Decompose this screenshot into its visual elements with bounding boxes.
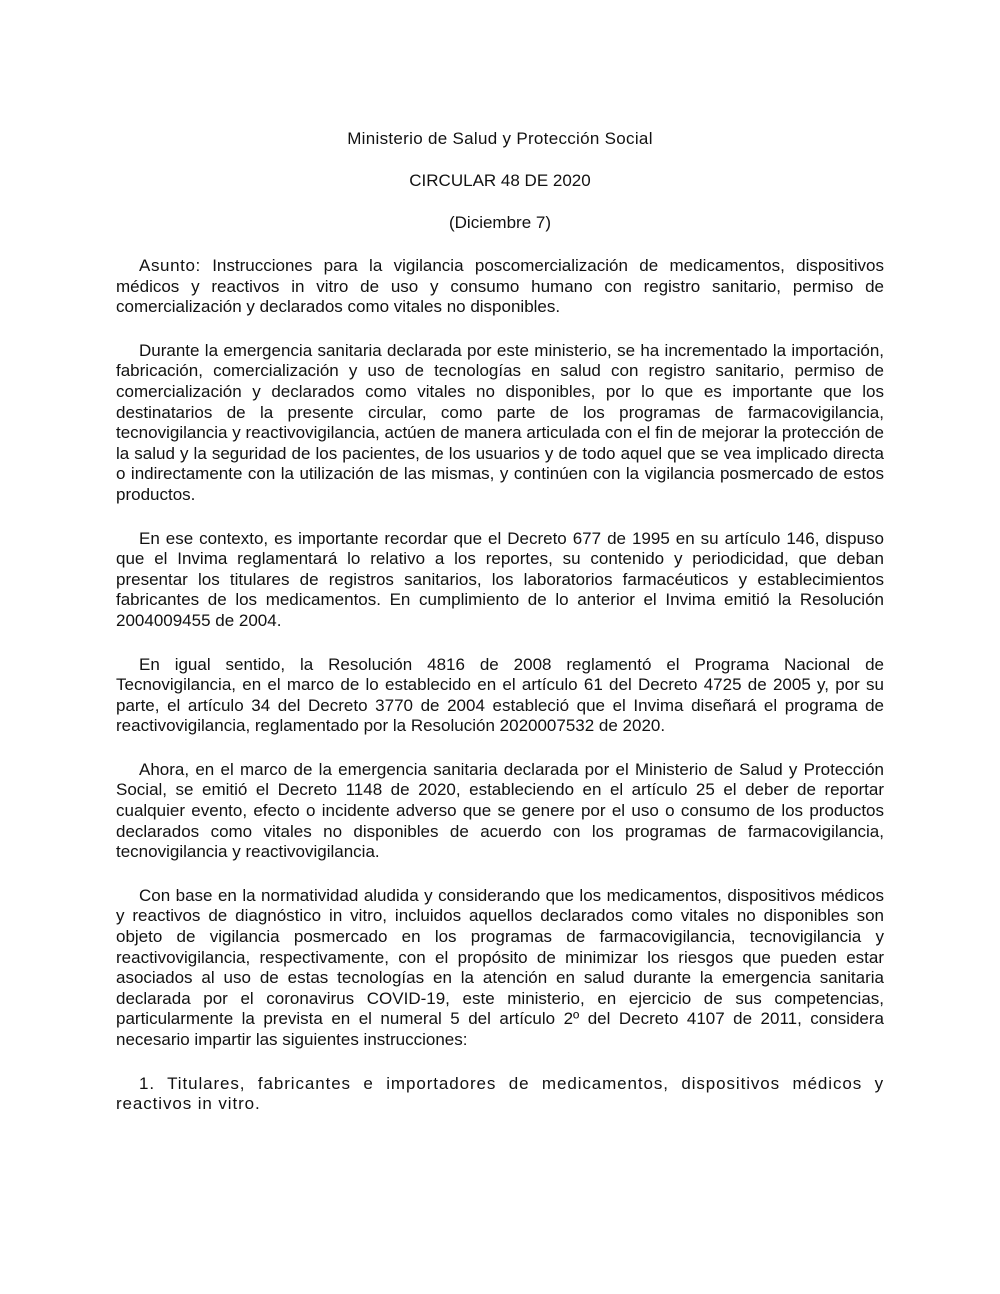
paragraph: En ese contexto, es importante recordar que el Decreto 677 de 1995 en su artículo 146, dispuso que el Invima reglamentará lo relativo a los reportes, su contenido y periodicidad, que deban presentar los titulares de registros sanitarios, los laboratorios farmacéuticos y establecimientos fabricantes de los medicamentos. En cumplimiento de lo anterior el Invima emitió la Resolución 2004009455 de 2004. (116, 528, 884, 630)
subject-text: Instrucciones para la vigilancia poscomercialización de medicamentos, dispositivos médicos y reactivos in vitro de uso y consumo humano con registro sanitario, permiso de comercialización y declarados como vitales no disponibles. (116, 256, 884, 317)
paragraph: En igual sentido, la Resolución 4816 de 2008 reglamentó el Programa Nacional de Tecnovigilancia, en el marco de lo establecido en el artículo 61 del Decreto 4725 de 2005 y, por su parte, el artículo 34 del Decreto 3770 de 2004 estableció que el Invima diseñará el programa de reactivovigilancia, reglamentado por la Resolución 2020007532 de 2020. (116, 654, 884, 736)
paragraph: Con base en la normatividad aludida y considerando que los medicamentos, dispositivos médicos y reactivos de diagnóstico in vitro, incluidos aquellos declarados como vitales no disponibles son objeto de vigilancia posmercado en los programas de farmacovigilancia, tecnovigilancia y reactivovigilancia, respectivamente, con el propósito de minimizar los riesgos que pueden estar asociados al uso de estas tecnologías en la atención en salud durante la emergencia sanitaria declarada por el coronavirus COVID-19, este ministerio, en ejercicio de sus competencias, particularmente la prevista en el numeral 5 del artículo 2º del Decreto 4107 de 2011, considera necesario impartir las siguientes instrucciones: (116, 885, 884, 1049)
paragraph: Durante la emergencia sanitaria declarada por este ministerio, se ha incrementado la importación, fabricación, comercialización y uso de tecnologías en salud con registro sanitario, permiso de comercialización y declarados como vitales no disponibles, por lo que es importante que los destinatarios de la presente circular, como parte de los programas de farmacovigilancia, tecnovigilancia y reactivovigilancia, actúen de manera articulada con el fin de mejorar la protección de la salud y la seguridad de los pacientes, de los usuarios y de todo aquel que se vea implicado directa o indirectamente con la utilización de las mismas, y continúen con la vigilancia posmercado de estos productos. (116, 340, 884, 504)
document-page (116, 128, 884, 1115)
circular-date: (Diciembre 7) (448, 213, 552, 232)
subject-paragraph (116, 256, 884, 318)
circular-title: CIRCULAR 48 DE 2020 (409, 171, 591, 190)
ministry-heading: Ministerio de Salud y Protección Social (347, 129, 653, 148)
paragraph: Ahora, en el marco de la emergencia sanitaria declarada por el Ministerio de Salud y Protección Social, se emitió el Decreto 1148 de 2020, estableciendo en el artículo 25 el deber de reportar cualquier evento, efecto o incidente adverso que se genere por el uso o consumo de los productos declarados como vitales no disponibles de acuerdo con los programas de farmacovigilancia, tecnovigilancia y reactivovigilancia. (116, 759, 884, 862)
subject-label: Asunto: (139, 256, 201, 275)
numbered-item: 1. Titulares, fabricantes e importadores de medicamentos, dispositivos médicos y reactivos in vitro. (116, 1073, 884, 1114)
